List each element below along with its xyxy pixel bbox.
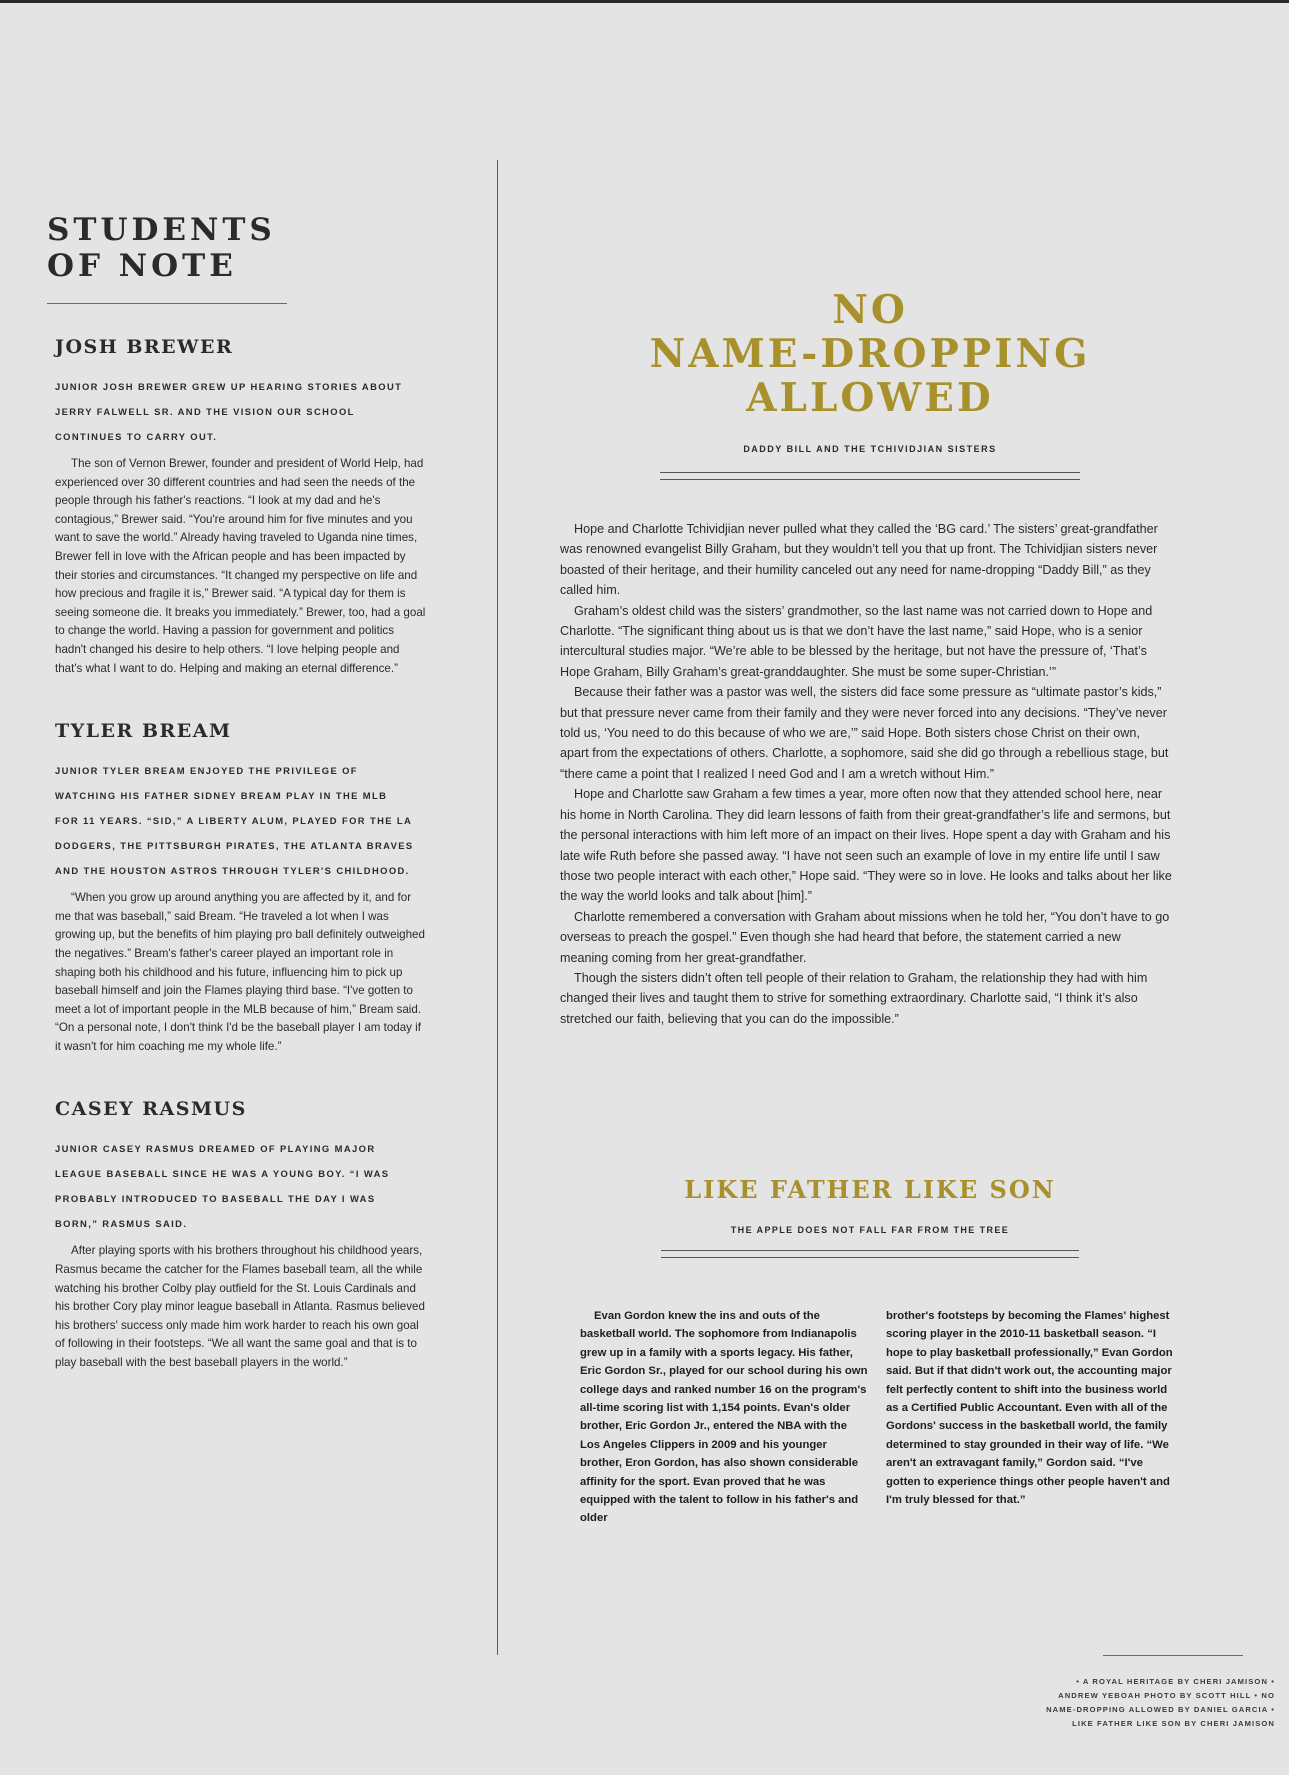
article-paragraph: Hope and Charlotte saw Graham a few times a year, more often now that they attended school here, near his home in North Carolina. They did learn lessons of faith from their great-grandfather’s life and sermons, but the personal interactions with him left more of an impact on their lives. Hope spent a day with Graham and his late wife Ruth before she passed away. “I have not seen such an example of love in my entire life until I saw those two people interact with each other,” Hope said. “They were so in love. He looks and talks about her like the way the world looks and talk about [him].” <box>560 787 1172 904</box>
student-name: JOSH BREWER <box>55 336 234 358</box>
article-paragraph: Because their father was a pastor was well, the sisters did face some pressure as “ultimate pastor’s kids,” but that pressure never came from their family and they were never forced into any decisions. “They’ve never told us, ‘You need to do this because of who we are,’” said Hope. Both sisters chose Christ on their own, apart from the expectations of others. Charlotte, a sophomore, said she did go through a rebellious stage, but “there came a point that I realized I need God and I am a wretch without Him.” <box>560 685 1169 781</box>
student-name: TYLER BREAM <box>55 720 232 743</box>
student-body: “When you grow up around anything you are affected by it, and for me that was baseball,” said Bream. “He traveled a lot when I was growing up, but the benefits of him playing pro ball definitely outweighed the negatives.” Bream's father's career played an important role in shaping both his childhood and his future, influencing him to pick up baseball himself and join the Flames playing third base. “I've gotten to meet a lot of important people in the MLB because of him,” Bream said. “On a personal note, I don't think I'd be the baseball player I am today if it wasn't for him coaching me my whole life.” <box>55 891 425 1053</box>
second-article-column-1: Evan Gordon knew the ins and outs of the basketball world. The sophomore from Indianapolis grew up in a family with a sports legacy. His father, Eric Gordon Sr., played for our school during his own college days and ranked number 16 on the program's all-time scoring list with 1,154 points. Evan's older brother, Eric Gordon Jr., entered the NBA with the Los Angeles Clippers in 2009 and his younger brother, Eron Gordon, has also shown considerable affinity for the sport. Evan proved that he was equipped with the talent to follow in his father's and older <box>580 1310 868 1525</box>
article-paragraph: Charlotte remembered a conversation with Graham about missions when he told her, “You don’t have to go overseas to preach the gospel.” Even though she had heard that before, the statement carried a new meaning coming from her great-grandfather. <box>560 909 1170 965</box>
credit-line: NAME-DROPPING ALLOWED BY DANIEL GARCIA • <box>1046 1705 1275 1714</box>
credits-rule <box>1103 1655 1243 1656</box>
article-paragraph: Hope and Charlotte Tchividjian never pulled what they called the ‘BG card.’ The sisters’ great-grandfather was renowned evangelist Billy Graham, but they wouldn’t tell you that up front. The Tchividjian sisters never boasted of their heritage, and their humility canceled out any need for name-dropping “Daddy Bill,” as they called him. <box>560 522 1158 598</box>
student-lead: JUNIOR TYLER BREAM ENJOYED THE PRIVILEGE OF WATCHING HIS FATHER SIDNEY BREAM PLAY IN THE MLB FOR 11 YEARS. “SID,” A LIBERTY ALUM, PLAYED FOR THE LA DODGERS, THE PITTSBURGH PIRATES, THE ATLANTA BRAVES AND THE HOUSTON ASTROS THROUGH TYLER'S CHILDHOOD. <box>55 765 414 877</box>
column-divider <box>497 160 498 1655</box>
student-casey-rasmus <box>47 1098 429 1372</box>
students-of-note-sidebar <box>47 212 429 1415</box>
student-tyler-bream <box>47 720 429 1056</box>
article-title-line-3: ALLOWED <box>746 375 994 421</box>
article-body <box>560 519 1180 1029</box>
sidebar-title <box>47 212 429 284</box>
article-double-rule <box>660 472 1080 480</box>
credit-line: ANDREW YEBOAH PHOTO BY SCOTT HILL • NO <box>1058 1691 1275 1700</box>
second-article-subtitle: THE APPLE DOES NOT FALL FAR FROM THE TREE <box>730 1225 1010 1235</box>
article-title <box>565 288 1175 420</box>
second-article-column-2: brother's footsteps by becoming the Flames' highest scoring player in the 2010-11 basketball season. “I hope to play basketball professionally,” Evan Gordon said. But if that didn't work out, the accounting major felt perfectly content to shift into the business world as a Certified Public Accountant. Even with all of the Gordons' success in the basketball world, the family determined to stay grounded in their way of life. “We aren't an extravagant family,” Gordon said. “I've gotten to experience things other people haven't and I'm truly blessed for that.” <box>886 1310 1173 1507</box>
second-article <box>560 1175 1180 1525</box>
article-paragraph: Graham’s oldest child was the sisters’ grandmother, so the last name was not carried down to Hope and Charlotte. “The significant thing about us is that we don’t have the last name,” said Hope, who is a senior intercultural studies major. “We’re able to be blessed by the heritage, but not have the pressure of, ‘That’s Hope Graham, Billy Graham’s great-granddaughter. She must be some super-Christian.’” <box>560 603 1153 679</box>
sidebar-title-line-1: STUDENTS <box>47 212 276 248</box>
page-top-edge <box>0 0 1289 3</box>
student-body: After playing sports with his brothers throughout his childhood years, Rasmus became the catcher for the Flames baseball team, all the while watching his brother Colby play outfield for the St. Louis Cardinals and his brother Cory play minor league baseball in Atlanta. Rasmus believed his brothers' success only made him work harder to reach his own goal of following in their footsteps. “We all want the same goal and that is to play baseball with the best baseball players in the world.” <box>55 1244 425 1370</box>
article-paragraph: Though the sisters didn’t often tell people of their relation to Graham, the relationship they had with him changed their lives and taught them to strive for something extraordinary. Charlotte said, “I think it’s also stretched our faith, believing that you can do the impossible.” <box>560 970 1148 1026</box>
student-name: CASEY RASMUS <box>55 1098 247 1121</box>
credit-line: • A ROYAL HERITAGE BY CHERI JAMISON • <box>1076 1677 1275 1686</box>
article-subtitle: DADDY BILL AND THE TCHIVIDJIAN SISTERS <box>743 444 997 454</box>
student-josh-brewer <box>47 336 429 678</box>
article-title-line-2: NAME-DROPPING <box>649 331 1091 377</box>
second-article-title: LIKE FATHER LIKE SON <box>684 1175 1056 1204</box>
photo-credits <box>960 1675 1275 1731</box>
sidebar-title-line-2: OF NOTE <box>47 248 237 284</box>
student-lead: JUNIOR CASEY RASMUS DREAMED OF PLAYING MAJOR LEAGUE BASEBALL SINCE HE WAS A YOUNG BOY. “I WAS PROBABLY INTRODUCED TO BASEBALL THE DAY I WAS BORN,” RASMUS SAID. <box>55 1143 390 1230</box>
sidebar-title-rule <box>47 303 287 304</box>
student-body: The son of Vernon Brewer, founder and president of World Help, had experienced over 30 different countries and had seen the needs of the people through his father's reactions. “I look at my dad and he's contagious,” Brewer said. “You're around him for five minutes and you want to save the world.” Already having traveled to Uganda nine times, Brewer fell in love with the African people and has been impacted by their stories and circumstances. “It changed my perspective on life and how precious and fragile it is,” Brewer said. “A typical day for them is seeing someone die. It breaks you immediately.” Brewer, too, had a goal to change the world. Having a passion for government and politics hadn't changed his desire to help others. “I love helping people and that's what I want to do. Helping and making an eternal difference.” <box>55 457 426 675</box>
article-title-line-1: NO <box>832 287 908 333</box>
student-lead: JUNIOR JOSH BREWER GREW UP HEARING STORIES ABOUT JERRY FALWELL SR. AND THE VISION OUR SCHOOL CONTINUES TO CARRY OUT. <box>55 381 403 442</box>
credit-line: LIKE FATHER LIKE SON BY CHERI JAMISON <box>1072 1719 1275 1728</box>
second-article-double-rule <box>661 1250 1079 1258</box>
main-article <box>560 288 1180 1029</box>
